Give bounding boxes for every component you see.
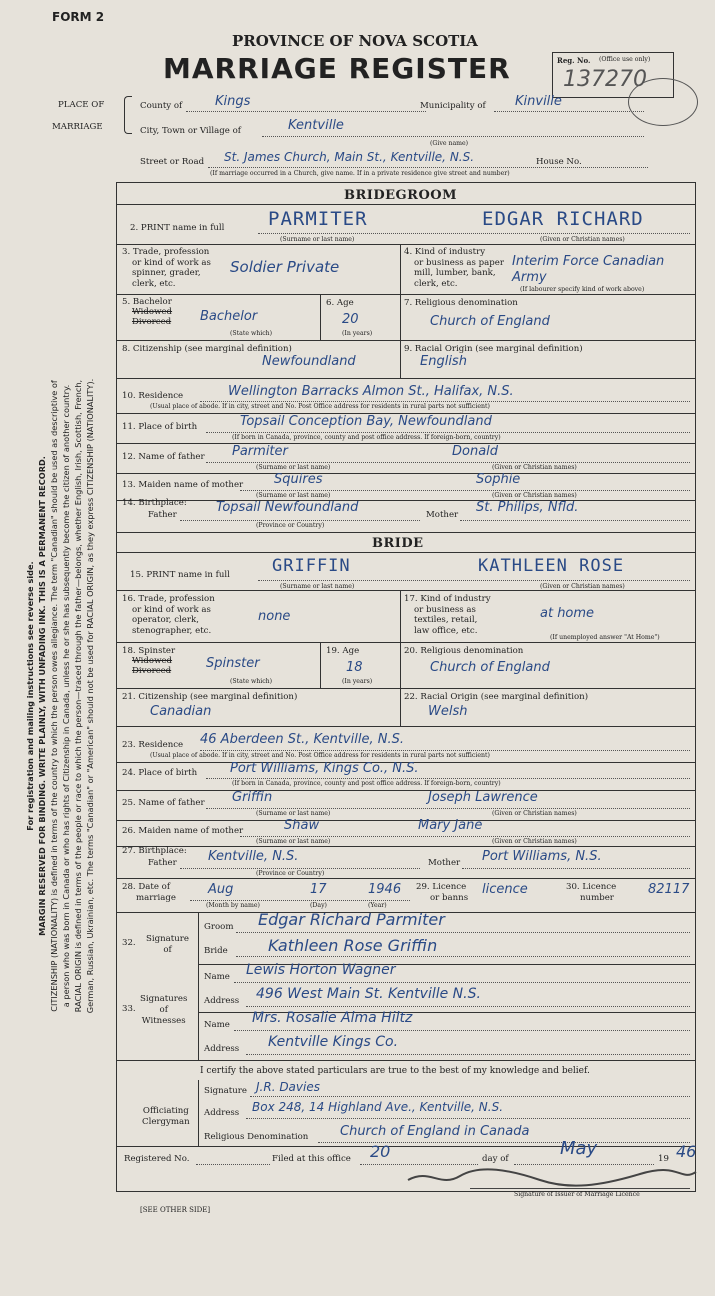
bride-trade-value: none [258, 609, 291, 624]
groom-surname-note: (Surname or last name) [280, 236, 355, 243]
bride-residence-value: 46 Aberdeen St., Kentville, N.S. [200, 732, 404, 747]
groom-citizenship-label: 8. Citizenship (see marginal definition) [122, 344, 292, 354]
licence-l2: or banns [430, 893, 469, 903]
groom-surname: PARMITER [268, 208, 368, 230]
groom-father-given: Donald [452, 444, 499, 459]
groom-trade-label [122, 247, 211, 289]
issuer-scribble-icon [400, 1166, 700, 1188]
certify-text: I certify the above stated particulars are true to the best of my knowledge and belief. [200, 1066, 590, 1076]
groom-status-value: Bachelor [200, 309, 258, 324]
bride-trade-l4: stenographer, etc. [132, 625, 212, 636]
clergy-relig-value: Church of England in Canada [340, 1124, 530, 1139]
bride-industry-l3: textiles, retail, [414, 615, 478, 625]
sig-number: 32. [122, 938, 136, 948]
groom-trade-value: Soldier Private [230, 258, 340, 276]
bride-heading: BRIDE [372, 536, 424, 551]
bride-mother-surname-note: (Surname or last name) [256, 838, 331, 845]
bride-trade-l2: or kind of work as [132, 604, 211, 615]
reg-no-note: (Office use only) [599, 56, 651, 63]
bride-trade-label [122, 594, 215, 636]
marriage-day-note: (Day) [310, 902, 327, 909]
bride-mother-surname: Shaw [284, 818, 320, 833]
w2-addr-label: Address [204, 1044, 240, 1054]
bride-status-label [122, 646, 175, 676]
bride-religion-label: 20. Religious denomination [404, 646, 524, 656]
registered-label: Registered No. [124, 1154, 190, 1164]
marriage-date-l2: marriage [136, 893, 176, 903]
bride-trade-l1: 16. Trade, profession [122, 594, 215, 604]
bride-name-label-text: 15. PRINT name in full [130, 570, 230, 580]
wit-label-l1: Signatures [140, 994, 188, 1004]
groom-birth-label: 11. Place of birth [122, 422, 198, 432]
clergy-label [142, 1106, 190, 1128]
municipality-label: Municipality of [420, 101, 486, 111]
bride-status-value: Spinster [206, 656, 260, 671]
clergy-relig-label: Religious Denomination [204, 1132, 309, 1142]
bride-status-l2: Widowed [132, 656, 173, 666]
filed-month-value: May [560, 1138, 598, 1159]
w1-addr-label: Address [204, 996, 240, 1006]
day-of-label: day of [482, 1154, 509, 1164]
street-note: (If marriage occurred in a Church, give name. If in a private residence give street and number) [210, 170, 510, 177]
groom-years-note: (In years) [342, 330, 373, 337]
bride-mother-given: Mary Jane [418, 818, 483, 833]
groom-status-l3: Divorced [132, 317, 172, 327]
bride-given: KATHLEEN ROSE [478, 556, 625, 576]
form-frame [116, 182, 696, 1192]
clergy-label-l1: Officiating [142, 1106, 189, 1116]
bride-industry-label [404, 594, 491, 636]
groom-mother-given: Sophie [476, 472, 521, 487]
bride-sig-label: Bride [204, 946, 228, 956]
bride-name-label [130, 570, 230, 580]
bridegroom-heading: BRIDEGROOM [344, 188, 457, 203]
licence-no-l1: 30. Licence [566, 882, 617, 892]
reg-no-oval [628, 78, 698, 126]
groom-status-l1: 5. Bachelor [122, 297, 172, 307]
marriage-date-label [122, 882, 176, 904]
margin-line-2: MARGIN RESERVED FOR BINDING. WRITE PLAINLY, WITH UNFADING INK. THIS IS A PERMANENT RECORD. [37, 456, 47, 936]
page-title: MARRIAGE REGISTER [163, 52, 511, 85]
bride-citizenship-label: 21. Citizenship (see marginal definition) [122, 692, 298, 702]
city-label: City, Town or Village of [140, 126, 241, 136]
bride-mother-given-note: (Given or Christian names) [492, 838, 577, 845]
groom-mother-label: 13. Maiden name of mother [122, 480, 244, 490]
bride-status-l1: 18. Spinster [122, 646, 176, 656]
bride-father-label: 25. Name of father [122, 798, 205, 808]
licence-no-value: 82117 [648, 882, 690, 897]
bride-birth-note: (If born in Canada, province, county and post office address. If foreign-born, country) [232, 780, 501, 787]
licence-l1: 29. Licence [416, 882, 467, 892]
groom-mother-surname-note: (Surname or last name) [256, 492, 331, 499]
margin-line-4: a person who was born in Canada or who has rights of Citizenship in Canada, unless he or she has subsequently become the citizen of another country. [61, 384, 71, 1008]
groom-father-surname-note: (Surname or last name) [256, 464, 331, 471]
street-value: St. James Church, Main St., Kentville, N.S. [224, 150, 475, 164]
marriage-day-value: 17 [310, 882, 327, 897]
sig-label-l2: of [163, 945, 172, 955]
bride-race-label: 22. Racial Origin (see marginal definition) [404, 692, 589, 702]
wit-label-l2: of [159, 1005, 168, 1015]
margin-instructions [24, 96, 96, 1296]
groom-signature: Edgar Richard Parmiter [258, 910, 445, 929]
groom-status-l2: Widowed [132, 307, 173, 317]
bride-age-label: 19. Age [326, 646, 360, 656]
groom-industry-l1: 4. Kind of industry [404, 247, 486, 257]
groom-trade-l1: 3. Trade, profession [122, 247, 210, 257]
bride-father-given: Joseph Lawrence [428, 790, 538, 805]
filed-label: Filed at this office [272, 1154, 351, 1164]
filed-year-value: 46 [676, 1142, 697, 1161]
groom-state-note: (State which) [230, 330, 273, 337]
bride-bp-father-value: Kentville, N.S. [208, 849, 299, 864]
groom-industry-note: (If labourer specify kind of work above) [520, 286, 645, 293]
bride-trade-l3: operator, clerk, [132, 615, 199, 625]
groom-bp-father-label: Father [148, 510, 177, 520]
groom-father-label: 12. Name of father [122, 452, 205, 462]
margin-line-6: German, Russian, Ukrainian, etc. The terms "Canadian" or "American" should not be used for RACIAL ORIGIN, as they express CITIZENSHIP (NATIONALITY). [85, 378, 95, 1014]
groom-age-value: 20 [342, 312, 359, 327]
bride-industry-note: (If unemployed answer "At Home") [550, 634, 660, 641]
groom-given-note: (Given or Christian names) [540, 236, 625, 243]
bride-religion-value: Church of England [430, 660, 550, 675]
clergy-addr-value: Box 248, 14 Highland Ave., Kentville, N.S. [252, 1100, 504, 1114]
groom-mother-surname: Squires [274, 472, 323, 487]
issuer-note: Signature of Issuer of Marriage Licence [514, 1191, 640, 1198]
wit-number: 33. [122, 1004, 136, 1014]
bride-race-value: Welsh [428, 704, 468, 719]
groom-sig-label: Groom [204, 922, 234, 932]
groom-industry-value: Interim Force Canadian Army [512, 254, 665, 285]
clergy-label-l2: Clergyman [142, 1117, 190, 1127]
groom-given: EDGAR RICHARD [482, 208, 644, 230]
groom-bp-father-value: Topsail Newfoundland [216, 500, 359, 515]
groom-father-surname: Parmiter [232, 444, 288, 459]
bride-industry-l4: law office, etc. [414, 625, 478, 636]
groom-residence-value: Wellington Barracks Almon St., Halifax, N.S. [228, 384, 514, 399]
groom-race-label: 9. Racial Origin (see marginal definition) [404, 344, 583, 354]
reg-no-value: 137270 [563, 67, 647, 92]
licence-no-l2: number [580, 893, 614, 903]
bride-birthplace-label: 27. Birthplace: [122, 846, 187, 856]
groom-status-label [122, 297, 172, 327]
form-number: FORM 2 [52, 10, 105, 24]
groom-age-label: 6. Age [326, 298, 354, 308]
bride-residence-label: 23. Residence [122, 740, 184, 750]
groom-birth-value: Topsail Conception Bay, Newfoundland [240, 414, 492, 429]
groom-residence-label: 10. Residence [122, 391, 184, 401]
w1-name-label: Name [204, 972, 230, 982]
issuer-signature-mark [400, 1166, 700, 1188]
marriage-month-value: Aug [208, 882, 234, 897]
groom-residence-note: (Usual place of abode. If in city, street and No. Post Office address for residents in rural parts not sufficient) [150, 403, 490, 410]
bride-father-given-note: (Given or Christian names) [492, 810, 577, 817]
groom-industry-label [404, 247, 504, 289]
municipality-value: Kinville [515, 94, 562, 109]
bride-years-note: (In years) [342, 678, 373, 685]
see-other-side: [SEE OTHER SIDE] [140, 1206, 211, 1214]
groom-name-label-text: 2. PRINT name in full [130, 223, 225, 233]
groom-bp-note: (Province or Country) [256, 522, 325, 529]
marriage-date-l1: 28. Date of [122, 882, 171, 892]
street-label: Street or Road [140, 157, 205, 167]
margin-line-5: RACIAL ORIGIN is defined in terms of the people or race to which the person—traced through the father—belongs, whether English, Irish, Scottish, French, [73, 379, 83, 1013]
bride-status-l3: Divorced [132, 666, 172, 676]
marriage-month-note: (Month by name) [206, 902, 260, 909]
bride-bp-mother-label: Mother [428, 858, 461, 868]
groom-religion-value: Church of England [430, 314, 550, 329]
place-brace [124, 96, 132, 134]
bride-citizenship-value: Canadian [150, 704, 212, 719]
bride-surname-note: (Surname or last name) [280, 583, 355, 590]
w2-addr-value: Kentville Kings Co. [268, 1034, 399, 1050]
licence-label [416, 882, 468, 904]
bride-industry-l2: or business as [414, 604, 476, 615]
groom-mother-given-note: (Given or Christian names) [492, 492, 577, 499]
bride-signature: Kathleen Rose Griffin [268, 936, 438, 955]
give-name-note: (Give name) [430, 140, 469, 147]
county-value: Kings [215, 94, 251, 109]
w1-name-value: Lewis Horton Wagner [246, 962, 396, 978]
bride-father-surname: Griffin [232, 790, 273, 805]
clergy-signature: J.R. Davies [256, 1080, 320, 1094]
groom-industry-l4: clerk, etc. [414, 278, 458, 289]
groom-religion-label: 7. Religious denomination [404, 298, 518, 308]
licence-value: licence [482, 882, 528, 897]
bride-mother-label: 26. Maiden name of mother [122, 826, 244, 836]
groom-trade-l4: clerk, etc. [132, 278, 176, 289]
groom-race-value: English [420, 354, 467, 369]
house-no-label: House No. [536, 157, 582, 167]
sig-label [146, 934, 189, 956]
clergy-addr-label: Address [204, 1108, 240, 1118]
bride-bp-father-label: Father [148, 858, 177, 868]
w1-addr-value: 496 West Main St. Kentville N.S. [256, 986, 481, 1002]
margin-line-3: CITIZENSHIP (NATIONALITY) is defined in terms of the country to which the person owes allegiance. The term "Canadian" should be used as descriptive of [49, 380, 59, 1012]
marriage-year-note: (Year) [368, 902, 387, 909]
wit-label-l3: Witnesses [141, 1016, 186, 1026]
province-heading: PROVINCE OF NOVA SCOTIA [232, 32, 478, 50]
sig-label-l1: Signature [146, 934, 189, 944]
bride-surname: GRIFFIN [272, 556, 351, 576]
bride-birth-value: Port Williams, Kings Co., N.S. [230, 761, 419, 776]
groom-name-label [130, 223, 224, 233]
bride-age-value: 18 [346, 660, 363, 675]
groom-father-given-note: (Given or Christian names) [492, 464, 577, 471]
clergy-sig-label: Signature [204, 1086, 247, 1096]
w2-name-label: Name [204, 1020, 230, 1030]
licence-no-label [566, 882, 616, 904]
year-prefix: 19 [658, 1154, 669, 1164]
groom-industry-l3: mill, lumber, bank, [414, 268, 496, 278]
marriage-year-value: 1946 [368, 882, 402, 897]
bride-father-surname-note: (Surname or last name) [256, 810, 331, 817]
bride-bp-note: (Province or Country) [256, 870, 325, 877]
bride-industry-l1: 17. Kind of industry [404, 594, 491, 604]
margin-line-1: For registration and mailing instructions see reverse side. [25, 561, 35, 831]
w2-name-value: Mrs. Rosalie Alma Hiltz [252, 1010, 413, 1026]
filed-day-value: 20 [370, 1142, 391, 1161]
marriage-label: MARRIAGE [52, 122, 103, 132]
groom-bp-mother-label: Mother [426, 510, 459, 520]
reg-no-label: Reg. No. [557, 56, 591, 65]
county-label: County of [140, 101, 183, 111]
groom-industry-l2: or business as paper [414, 257, 504, 268]
bride-industry-value: at home [540, 606, 595, 621]
groom-bp-mother-value: St. Philips, Nfld. [476, 500, 579, 515]
bride-birth-label: 24. Place of birth [122, 768, 198, 778]
bride-bp-mother-value: Port Williams, N.S. [482, 849, 602, 864]
bride-state-note: (State which) [230, 678, 273, 685]
groom-citizenship-value: Newfoundland [262, 354, 356, 369]
bride-given-note: (Given or Christian names) [540, 583, 625, 590]
groom-birthplace-label: 14. Birthplace: [122, 498, 187, 508]
groom-trade-l3: spinner, grader, [132, 268, 201, 278]
wit-label [140, 994, 187, 1027]
place-of-label: PLACE OF [58, 100, 105, 110]
groom-trade-l2: or kind of work as [132, 257, 211, 268]
groom-birth-note: (If born in Canada, province, county and post office address. If foreign-born, country) [232, 434, 501, 441]
city-value: Kentville [288, 118, 344, 133]
bride-residence-note: (Usual place of abode. If in city, street and No. Post Office address for residents in rural parts not sufficient) [150, 752, 490, 759]
